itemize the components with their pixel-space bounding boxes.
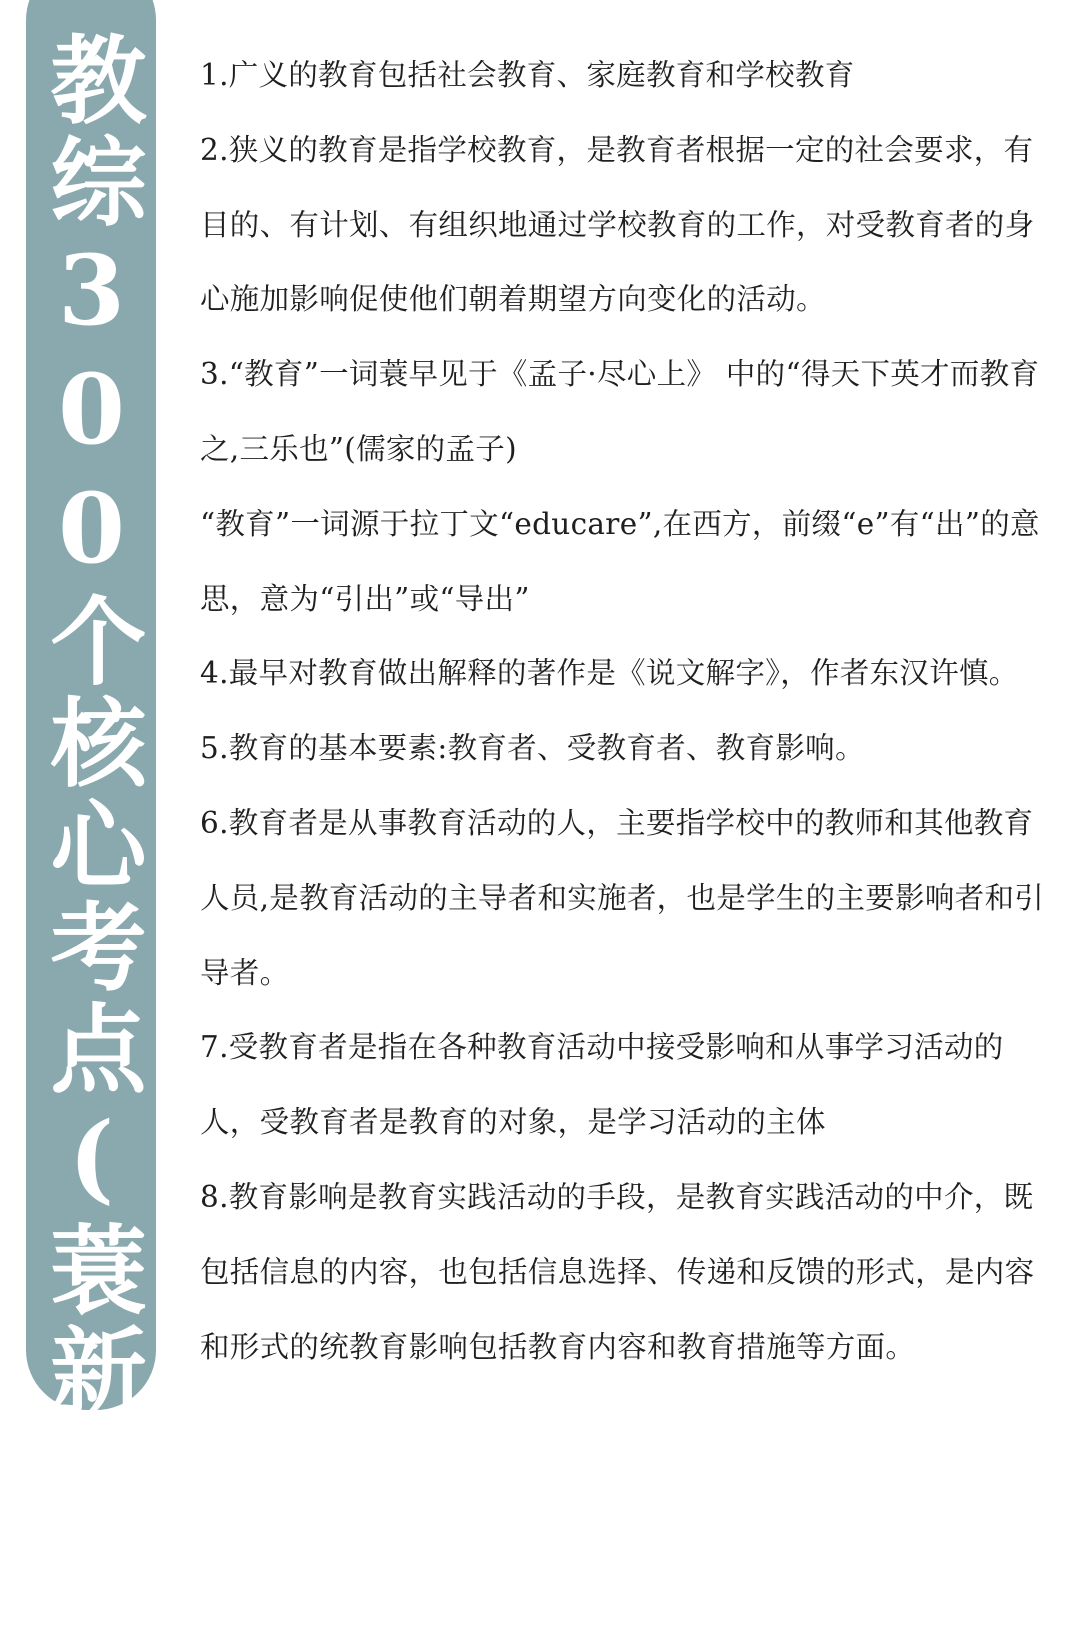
note-item-2: 2.狭义的教育是指学校教育，是教育者根据一定的社会要求，有目的、有计划、有组织地通过学校教育的工作，对受教育者的身心施加影响促使他们朝着期望方向变化的活动。 bbox=[200, 132, 1035, 317]
note-item-3: 3.“教育”一词蓑早见于《孟子·尽心上》 中的“得天下英才而教育之,三乐也”(儒家的孟子) bbox=[200, 357, 1040, 466]
side-title-banner bbox=[26, 0, 156, 1645]
note-item-3-etymology: “教育”一词源于拉丁文“educare”,在西方，前缀“e”有“出”的意思，意为“引出”或“导出” bbox=[200, 506, 1040, 616]
note-item-1: 1.广义的教育包括社会教育、家庭教育和学校教育 bbox=[200, 58, 855, 92]
note-item-6: 6.教育者是从事教育活动的人，主要指学校中的教师和其他教育人员,是教育活动的主导者和实施者，也是学生的主要影响者和引导者。 bbox=[200, 805, 1045, 990]
note-item-7: 7.受教育者是指在各种教育活动中接受影响和从事学习活动的人，受教育者是教育的对象，是学习活动的主体 bbox=[200, 1030, 1004, 1140]
note-item-4: 4.最早对教育做出解释的著作是《说文解字》，作者东汉许慎。 bbox=[200, 656, 1019, 691]
page-title: 教综300个核心考点(蓑新版) bbox=[35, 30, 148, 1645]
note-item-8: 8.教育影响是教育实践活动的手段，是教育实践活动的中介，既包括信息的内容，也包括信息选择、传递和反馈的形式，是内容和形式的统教育影响包括教育内容和教育措施等方面。 bbox=[200, 1179, 1035, 1364]
note-item-5: 5.教育的基本要素:教育者、受教育者、教育影响。 bbox=[200, 731, 865, 766]
notes-content bbox=[200, 38, 1050, 1384]
